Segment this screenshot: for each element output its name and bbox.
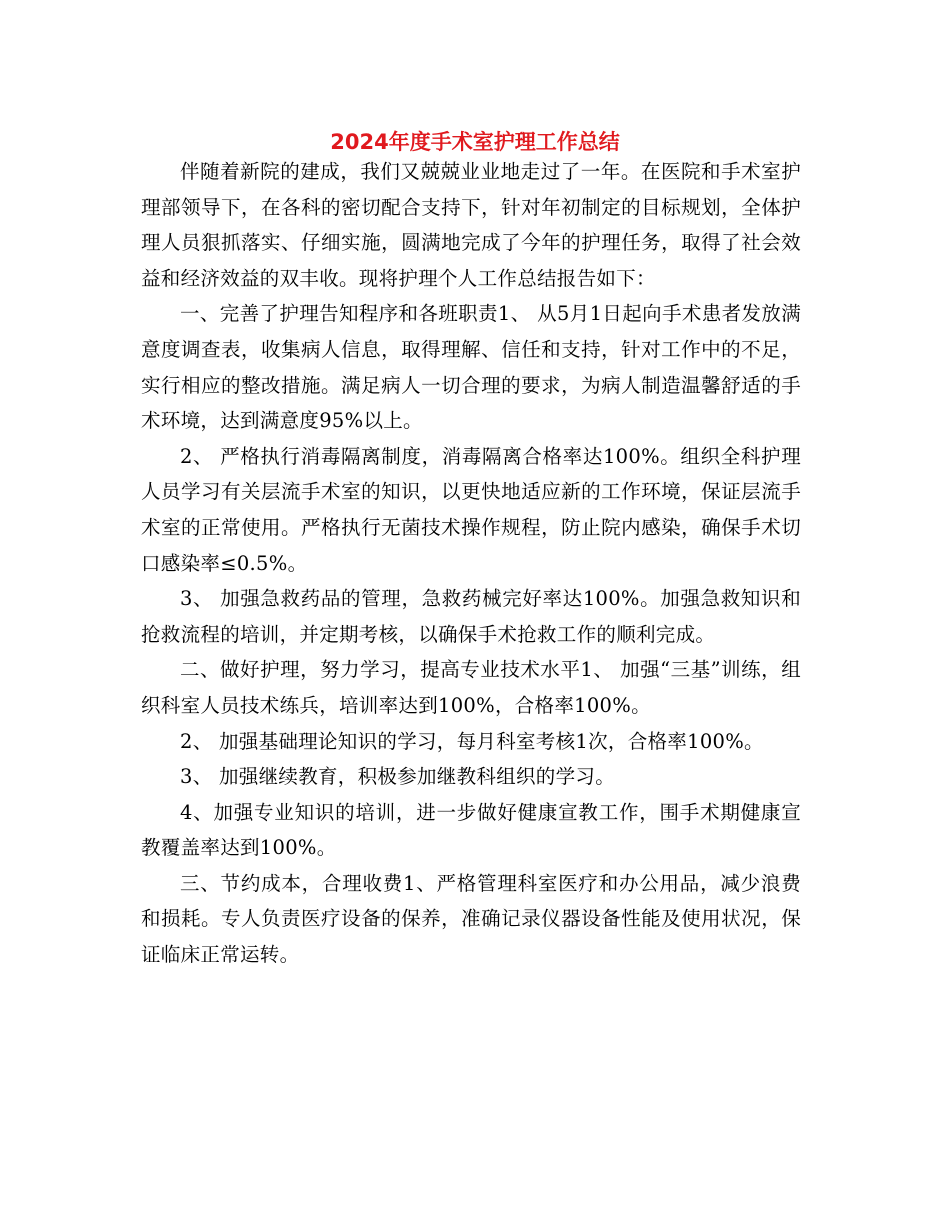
paragraph-section-2-item-1: 二、做好护理，努力学习，提高专业技术水平1、 加强“三基”训练，组织科室人员技术练兵，培训率达到100%，合格率100%。 <box>141 658 801 717</box>
paragraph-intro: 伴随着新院的建成，我们又兢兢业业地走过了一年。在医院和手术室护理部领导下，在各科的密切配合支持下，针对年初制定的目标规划，全体护理人员狠抓落实、仔细实施，圆满地完成了今年的护理任务，取得了社会效益和经济效益的双丰收。现将护理个人工作总结报告如下： <box>141 160 801 290</box>
paragraph-section-1-item-2: 2、 严格执行消毒隔离制度，消毒隔离合格率达100%。组织全科护理人员学习有关层流手术室的知识，以更快地适应新的工作环境，保证层流手术室的正常使用。严格执行无菌技术操作规程，防止院内感染，确保手术切口感染率≤0.5%。 <box>141 444 801 575</box>
document-title: 2024年度手术室护理工作总结 <box>330 130 620 155</box>
document-body <box>141 154 801 973</box>
paragraph-section-1-item-3: 3、 加强急救药品的管理，急救药械完好率达100%。加强急救知识和抢救流程的培训，并定期考核，以确保手术抢救工作的顺利完成。 <box>141 587 801 646</box>
paragraph-section-2-item-2: 2、 加强基础理论知识的学习，每月科室考核1次，合格率100%。 <box>180 729 764 753</box>
paragraph-section-2-item-3: 3、 加强继续教育，积极参加继教科组织的学习。 <box>180 765 616 789</box>
paragraph-section-3-item-1: 三、节约成本，合理收费1、严格管理科室医疗和办公用品，减少浪费和损耗。专人负责医疗设备的保养，准确记录仪器设备性能及使用状况，保证临床正常运转。 <box>141 871 801 967</box>
paragraph-section-1-item-1: 一、完善了护理告知程序和各班职责1、 从5月1日起向手术患者发放满意度调查表，收集病人信息，取得理解、信任和支持，针对工作中的不足，实行相应的整改措施。满足病人一切合理的要求，为病人制造温馨舒适的手术环境，达到满意度95%以上。 <box>141 302 801 433</box>
paragraph-section-2-item-4: 4、加强专业知识的培训，进一步做好健康宣教工作，围手术期健康宣教覆盖率达到100%。 <box>141 800 801 860</box>
